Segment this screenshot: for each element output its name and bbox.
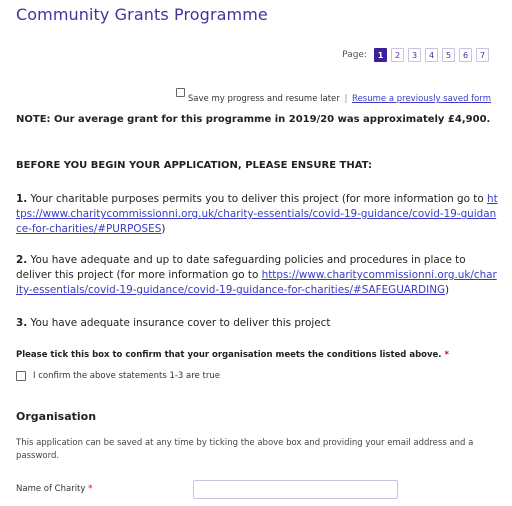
confirm-question bbox=[16, 350, 449, 360]
resume-saved-form-link[interactable]: Resume a previously saved form bbox=[352, 94, 491, 104]
name-of-charity-label bbox=[16, 484, 92, 494]
condition-1 bbox=[16, 192, 498, 237]
condition-suffix: ) bbox=[445, 284, 450, 296]
average-grant-note: NOTE: Our average grant for this programme in 2019/20 was approximately £4,900. bbox=[16, 114, 491, 125]
organisation-description: This application can be saved at any time by ticking the above box and providing your email address and a password. bbox=[16, 438, 474, 461]
page-1-button[interactable]: 1 bbox=[374, 48, 387, 62]
page-6-button[interactable]: 6 bbox=[459, 48, 472, 62]
required-marker: * bbox=[444, 350, 449, 360]
before-you-begin-heading: BEFORE YOU BEGIN YOUR APPLICATION, PLEASE ENSURE THAT: bbox=[16, 160, 372, 171]
pagination bbox=[342, 48, 489, 62]
name-of-charity-input[interactable] bbox=[193, 480, 398, 499]
purposes-guidance-link[interactable]: https://www.charitycommissionni.org.uk/charity-essentials/covid-19-guidance/covid-19-guidance-for-charities/#PURPOSES bbox=[16, 193, 498, 235]
condition-text: Your charitable purposes permits you to deliver this project (for more information go to bbox=[27, 193, 487, 205]
name-of-charity-label-text: Name of Charity bbox=[16, 484, 86, 494]
save-progress-label: Save my progress and resume later bbox=[187, 94, 340, 104]
safeguarding-guidance-link[interactable]: https://www.charitycommissionni.org.uk/charity-essentials/covid-19-guidance/covid-19-guidance-for-charities/#SAFEGUARDING bbox=[16, 269, 497, 296]
condition-3 bbox=[16, 316, 498, 331]
organisation-heading: Organisation bbox=[16, 410, 97, 423]
condition-number: 1. bbox=[16, 193, 28, 205]
condition-text: You have adequate and up to date safeguarding policies and procedures in place to deliver this project (for more information go to bbox=[16, 254, 466, 281]
required-marker: * bbox=[88, 484, 93, 494]
separator: | bbox=[344, 94, 348, 104]
condition-number: 2. bbox=[16, 254, 28, 266]
page-5-button[interactable]: 5 bbox=[442, 48, 455, 62]
confirm-statements-checkbox[interactable] bbox=[16, 371, 26, 381]
condition-text: You have adequate insurance cover to deliver this project bbox=[27, 317, 331, 329]
page-7-button[interactable]: 7 bbox=[476, 48, 489, 62]
confirm-statements-label[interactable]: I confirm the above statements 1-3 are true bbox=[33, 371, 220, 381]
page-title: Community Grants Programme bbox=[16, 5, 268, 24]
condition-suffix: ) bbox=[161, 223, 166, 235]
page-2-button[interactable]: 2 bbox=[391, 48, 404, 62]
condition-number: 3. bbox=[16, 317, 28, 329]
condition-2 bbox=[16, 253, 498, 298]
confirm-row bbox=[16, 371, 220, 381]
save-progress-row bbox=[176, 88, 491, 104]
pagination-label: Page: bbox=[342, 50, 367, 60]
save-progress-checkbox[interactable] bbox=[176, 88, 185, 97]
page-3-button[interactable]: 3 bbox=[408, 48, 421, 62]
save-progress-text bbox=[188, 94, 491, 104]
page-4-button[interactable]: 4 bbox=[425, 48, 438, 62]
confirm-question-text: Please tick this box to confirm that your organisation meets the conditions listed above. bbox=[16, 350, 442, 360]
